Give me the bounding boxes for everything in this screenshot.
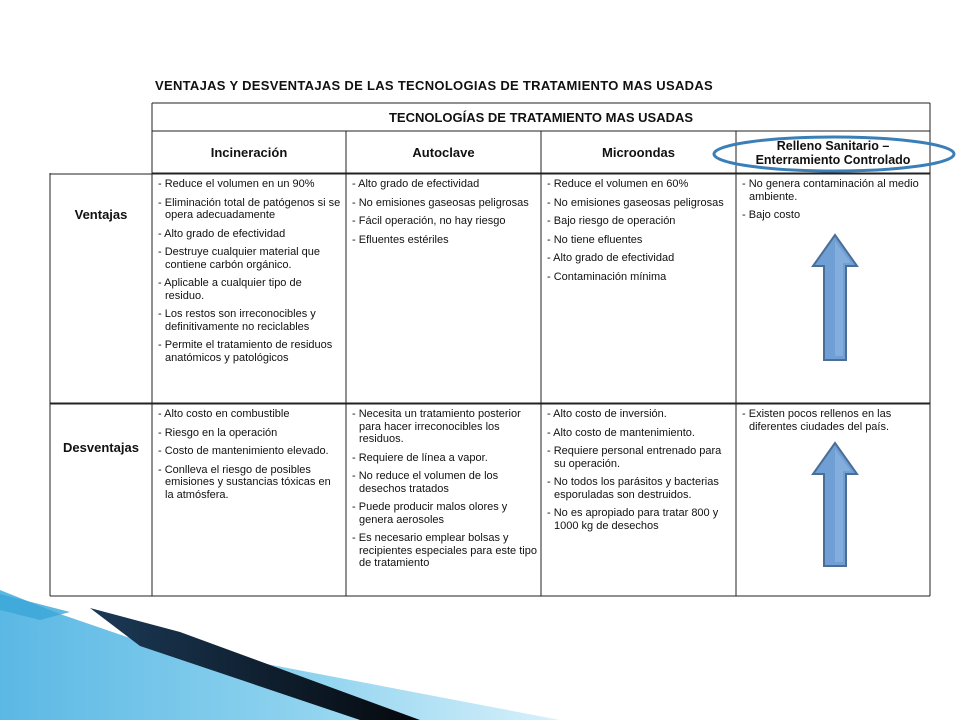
list-item: - Necesita un tratamiento posterior para hacer irreconocibles los residuos.: [352, 408, 537, 446]
highlight-ellipse: [710, 132, 960, 176]
row-label-desventajas: [50, 404, 152, 490]
list-item: - No todos los parásitos y bacterias esporuladas son destruidos.: [547, 476, 732, 501]
item-list: [736, 404, 930, 433]
decorative-swoosh: [0, 590, 960, 720]
ventajas-autoclave-cell: [346, 174, 541, 403]
item-list: [541, 174, 736, 283]
group-header: [152, 103, 930, 131]
list-item: - Bajo riesgo de operación: [547, 215, 732, 228]
list-item: - Alto costo en combustible: [158, 408, 342, 421]
column-header-label: Autoclave: [412, 144, 475, 160]
list-item: - Fácil operación, no hay riesgo: [352, 215, 537, 228]
list-item: - Conlleva el riesgo de posibles emisiones y sustancias tóxicas en la atmósfera.: [158, 464, 342, 502]
list-item: - Es necesario emplear bolsas y recipientes especiales para este tipo de tratamiento: [352, 532, 537, 570]
up-arrow-icon: [810, 232, 860, 364]
list-item: - Efluentes estériles: [352, 234, 537, 247]
column-header-label: Incineración: [210, 144, 288, 160]
list-item: - Costo de mantenimiento elevado.: [158, 445, 342, 458]
column-header-label: Relleno Sanitario – Enterramiento Controlado: [755, 138, 911, 167]
column-header-incineracion: [152, 131, 346, 173]
list-item: - Requiere personal entrenado para su operación.: [547, 445, 732, 470]
item-list: [346, 404, 541, 570]
list-item: - Reduce el volumen en un 90%: [158, 178, 342, 191]
ventajas-microondas-cell: [541, 174, 736, 403]
list-item: - Alto costo de inversión.: [547, 408, 732, 421]
list-item: - Bajo costo: [742, 209, 926, 222]
list-item: - Reduce el volumen en 60%: [547, 178, 732, 191]
list-item: - Alto grado de efectividad: [352, 178, 537, 191]
list-item: - Permite el tratamiento de residuos anatómicos y patológicos: [158, 339, 342, 364]
list-item: - Alto grado de efectividad: [158, 228, 342, 241]
item-list: [152, 174, 346, 364]
row-label-text: Ventajas: [74, 206, 128, 222]
list-item: - No tiene efluentes: [547, 234, 732, 247]
row-label-text: Desventajas: [63, 439, 139, 455]
ventajas-incineracion-cell: [152, 174, 346, 403]
document-title: VENTAJAS Y DESVENTAJAS DE LAS TECNOLOGIAS DE TRATAMIENTO MAS USADAS: [155, 78, 713, 93]
list-item: - Requiere de línea a vapor.: [352, 452, 537, 465]
list-item: - Riesgo en la operación: [158, 427, 342, 440]
list-item: - No emisiones gaseosas peligrosas: [352, 197, 537, 210]
desventajas-autoclave-cell: [346, 404, 541, 596]
list-item: - Los restos son irreconocibles y definitivamente no reciclables: [158, 308, 342, 333]
list-item: - No emisiones gaseosas peligrosas: [547, 197, 732, 210]
item-list: [541, 404, 736, 532]
item-list: [736, 174, 930, 222]
item-list: [152, 404, 346, 501]
list-item: - Destruye cualquier material que contiene carbón orgánico.: [158, 246, 342, 271]
list-item: - Aplicable a cualquier tipo de residuo.: [158, 277, 342, 302]
list-item: - Contaminación mínima: [547, 271, 732, 284]
item-list: [346, 174, 541, 246]
list-item: - No reduce el volumen de los desechos tratados: [352, 470, 537, 495]
list-item: - Eliminación total de patógenos si se opera adecuadamente: [158, 197, 342, 222]
list-item: - Alto costo de mantenimiento.: [547, 427, 732, 440]
column-header-autoclave: [346, 131, 541, 173]
group-header-text: TECNOLOGÍAS DE TRATAMIENTO MAS USADAS: [388, 109, 694, 125]
list-item: - Existen pocos rellenos en las diferentes ciudades del país.: [742, 408, 926, 433]
list-item: - No genera contaminación al medio ambiente.: [742, 178, 926, 203]
row-label-ventajas: [50, 174, 152, 254]
list-item: - Alto grado de efectividad: [547, 252, 732, 265]
column-header-microondas: [541, 131, 736, 173]
desventajas-incineracion-cell: [152, 404, 346, 596]
list-item: - No es apropiado para tratar 800 y 1000 kg de desechos: [547, 507, 732, 532]
column-header-label: Microondas: [602, 144, 675, 160]
list-item: - Puede producir malos olores y genera aerosoles: [352, 501, 537, 526]
desventajas-microondas-cell: [541, 404, 736, 596]
up-arrow-icon: [810, 440, 860, 570]
